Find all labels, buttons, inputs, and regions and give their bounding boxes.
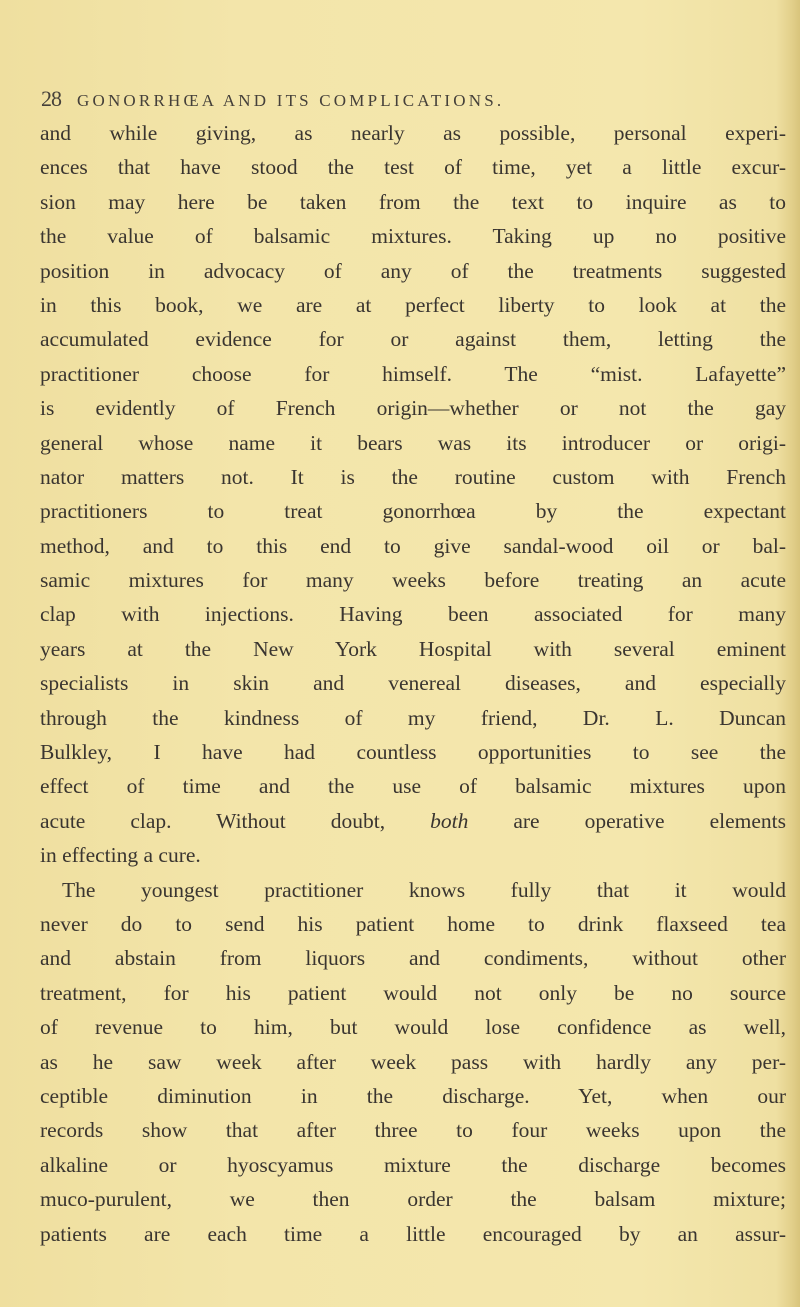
text-line: is evidently of French origin—whether or not the gay xyxy=(40,396,786,421)
text-line: and while giving, as nearly as possible, personal experi- xyxy=(40,121,786,145)
running-header xyxy=(41,86,761,112)
text-line: practitioners to treat gonorrhœa by the expectant xyxy=(40,499,786,524)
text-line: Bulkley, I have had countless opportunities to see the xyxy=(40,740,786,765)
body-text xyxy=(40,116,786,1251)
text-line: muco-purulent, we then order the balsam mixture; xyxy=(40,1187,786,1212)
emphasis: both xyxy=(430,808,469,833)
text-line: records show that after three to four weeks upon the xyxy=(40,1118,786,1143)
text-line: acute clap. Without doubt, both are operative elements xyxy=(40,808,786,833)
text-line: sion may here be taken from the text to inquire as to xyxy=(40,189,786,214)
text-line: the value of balsamic mixtures. Taking up no positive xyxy=(40,224,786,249)
text-line: as he saw week after week pass with hardly any per- xyxy=(40,1049,786,1074)
text-line: effect of time and the use of balsamic mixtures upon xyxy=(40,774,786,799)
text-line: clap with injections. Having been associated for many xyxy=(40,602,786,627)
text-line: The youngest practitioner knows fully that it would xyxy=(62,877,786,902)
text-line: specialists in skin and venereal diseases, and especially xyxy=(40,671,786,696)
text-line: alkaline or hyoscyamus mixture the discharge becomes xyxy=(40,1152,786,1177)
text-line: treatment, for his patient would not only be no source xyxy=(40,980,786,1005)
text-line: nator matters not. It is the routine custom with French xyxy=(40,464,786,489)
text-line: practitioner choose for himself. The “mist. Lafayette” xyxy=(40,361,786,386)
text-line: through the kindness of my friend, Dr. L. Duncan xyxy=(40,705,786,730)
text-line: and abstain from liquors and condiments, without other xyxy=(40,946,786,971)
text-line: samic mixtures for many weeks before treating an acute xyxy=(40,568,786,593)
text-line: ences that have stood the test of time, yet a little excur- xyxy=(40,155,786,180)
text-line: accumulated evidence for or against them, letting the xyxy=(40,327,786,352)
text-line: never do to send his patient home to drink flaxseed tea xyxy=(40,911,786,936)
page-number: 28 xyxy=(41,86,61,111)
text-line: ceptible diminution in the discharge. Yet, when our xyxy=(40,1083,786,1108)
text-line: general whose name it bears was its introducer or origi- xyxy=(40,430,786,455)
text-line: in effecting a cure. xyxy=(40,843,201,868)
text-line: position in advocacy of any of the treatments suggested xyxy=(40,258,786,283)
text-line: in this book, we are at perfect liberty to look at the xyxy=(40,292,786,317)
text-line: years at the New York Hospital with several eminent xyxy=(40,636,786,661)
text-line: method, and to this end to give sandal-wood oil or bal- xyxy=(40,533,786,558)
running-title: GONORRHŒA AND ITS COMPLICATIONS. xyxy=(77,91,505,110)
text-line: patients are each time a little encouraged by an assur- xyxy=(40,1221,786,1246)
text-line: of revenue to him, but would lose confidence as well, xyxy=(40,1015,786,1040)
